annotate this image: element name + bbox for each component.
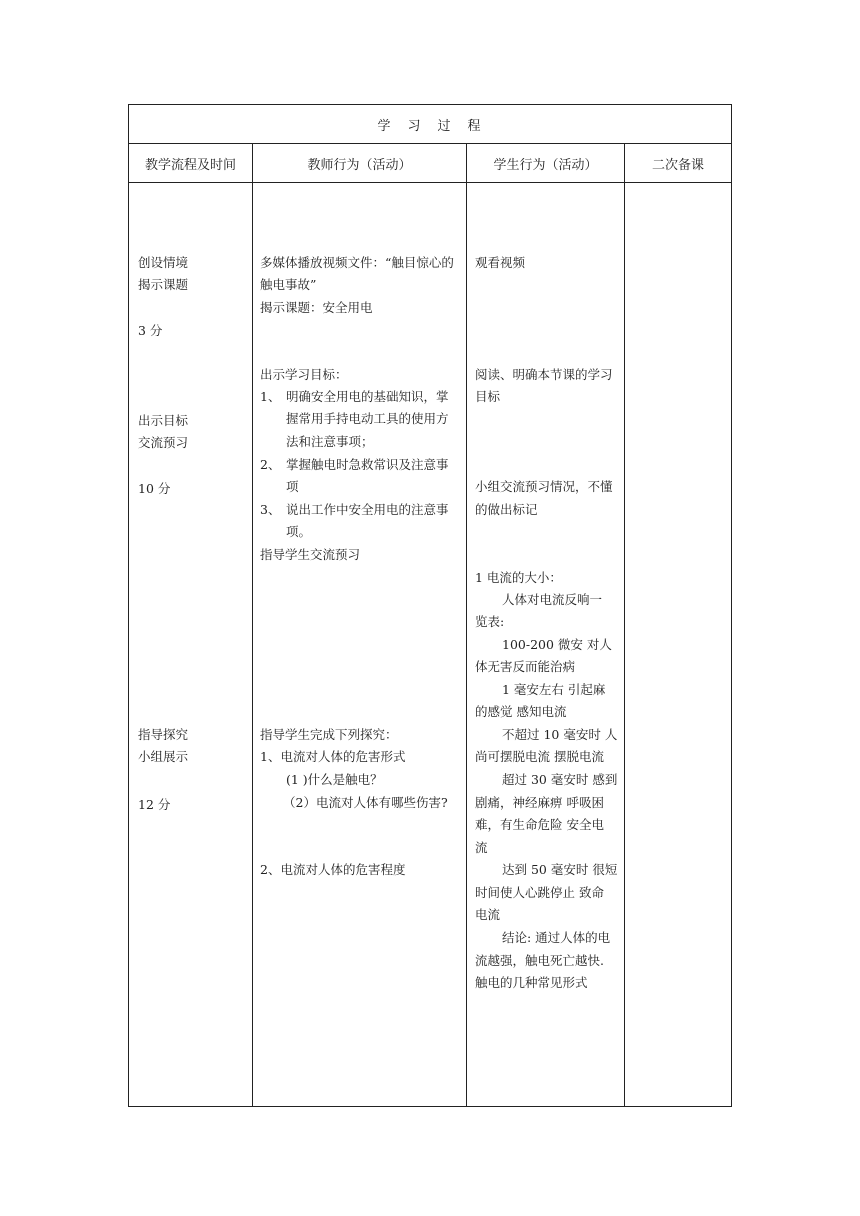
- current-line-14: 达到 50 毫安时 很短: [502, 862, 618, 877]
- flow-step-1-line-1: 创设情境: [138, 255, 189, 270]
- header-teacher: 教师行为（活动）: [307, 158, 412, 173]
- student-group-line-1: 小组交流预习情况，不懂: [475, 479, 613, 494]
- current-line-8: 不超过 10 毫安时 人: [502, 727, 618, 742]
- flow-step-2-time: 10 分: [138, 481, 171, 496]
- goal-3-number: 3、: [260, 502, 281, 517]
- teacher-video-line-2: 触电事故”: [260, 277, 317, 292]
- goal-1-number: 1、: [260, 389, 281, 404]
- explore-item-1: 1、电流对人体的危害形式: [260, 749, 406, 764]
- current-line-11: 剧痛，神经麻痹 呼吸困: [475, 795, 604, 810]
- flow-step-3-time: 12 分: [138, 797, 171, 812]
- teacher-video-line-1: 多媒体播放视频文件：“触目惊心的: [260, 255, 454, 270]
- teacher-guide-preview: 指导学生交流预习: [260, 547, 361, 562]
- goal-1-line-3: 法和注意事项；: [286, 434, 374, 449]
- flow-step-2-line-2: 交流预习: [138, 435, 189, 450]
- header-notes: 二次备课: [651, 158, 704, 173]
- current-line-9: 尚可摆脱电流 摆脱电流: [475, 749, 604, 764]
- title-row-divider: [128, 143, 732, 144]
- current-line-4: 100-200 微安 对人: [502, 637, 612, 652]
- column-divider-1: [252, 143, 253, 1107]
- conclusion-line-3: 触电的几种常见形式: [475, 975, 588, 990]
- student-read-line-2: 目标: [475, 389, 501, 404]
- current-line-5: 体无害反而能治病: [475, 659, 576, 674]
- current-line-10: 超过 30 毫安时 感到: [502, 772, 618, 787]
- table-border-bottom: [128, 1106, 732, 1107]
- current-line-15: 时间使人心跳停止 致命: [475, 885, 604, 900]
- teacher-topic: 揭示课题：安全用电: [260, 300, 373, 315]
- flow-step-3-line-2: 小组展示: [138, 749, 189, 764]
- flow-step-3-line-1: 指导探究: [138, 727, 189, 742]
- goal-1-line-1: 明确安全用电的基础知识，掌: [286, 389, 449, 404]
- goal-2-line-2: 项: [286, 479, 299, 494]
- goal-1-line-2: 握常用手持电动工具的使用方: [286, 411, 449, 426]
- header-row-divider: [128, 182, 732, 183]
- table-border-left: [128, 104, 129, 1107]
- teacher-explore-heading: 指导学生完成下列探究：: [260, 727, 398, 742]
- current-line-13: 流: [475, 840, 488, 855]
- current-line-7: 的感觉 感知电流: [475, 704, 567, 719]
- conclusion-line-1: 结论: 通过人体的电: [502, 930, 611, 945]
- student-read-line-1: 阅读、明确本节课的学习: [475, 367, 613, 382]
- current-line-6: 1 毫安左右 引起麻: [502, 682, 606, 697]
- flow-step-2-line-1: 出示目标: [138, 413, 189, 428]
- goal-3-line-1: 说出工作中安全用电的注意事: [286, 502, 449, 517]
- header-flow: 教学流程及时间: [144, 158, 236, 173]
- explore-item-1a: (1 )什么是触电？: [286, 772, 383, 787]
- current-line-12: 难，有生命危险 安全电: [475, 817, 604, 832]
- goal-3-line-2: 项。: [286, 524, 312, 539]
- conclusion-line-2: 流越强，触电死亡越快.: [475, 953, 604, 968]
- table-border-right: [731, 104, 732, 1107]
- explore-item-2: 2、电流对人体的危害程度: [260, 862, 406, 877]
- flow-step-1-line-2: 揭示课题: [138, 277, 189, 292]
- student-watch-video: 观看视频: [475, 255, 526, 270]
- table-border-top: [128, 104, 732, 105]
- goal-2-line-1: 掌握触电时急救常识及注意事: [286, 457, 449, 472]
- current-line-3: 览表:: [475, 614, 505, 629]
- current-line-16: 电流: [475, 907, 501, 922]
- current-heading: 1 电流的大小：: [475, 570, 562, 585]
- header-student: 学生行为（活动）: [493, 158, 598, 173]
- teacher-goals-heading: 出示学习目标：: [260, 367, 348, 382]
- current-line-2: 人体对电流反响一: [502, 592, 603, 607]
- student-group-line-2: 的做出标记: [475, 502, 538, 517]
- column-divider-3: [624, 143, 625, 1107]
- table-title: 学 习 过 程: [377, 119, 483, 134]
- goal-2-number: 2、: [260, 457, 281, 472]
- explore-item-1b: （2）电流对人体有哪些伤害?: [283, 795, 448, 810]
- flow-step-1-time: 3 分: [138, 323, 163, 338]
- column-divider-2: [466, 143, 467, 1107]
